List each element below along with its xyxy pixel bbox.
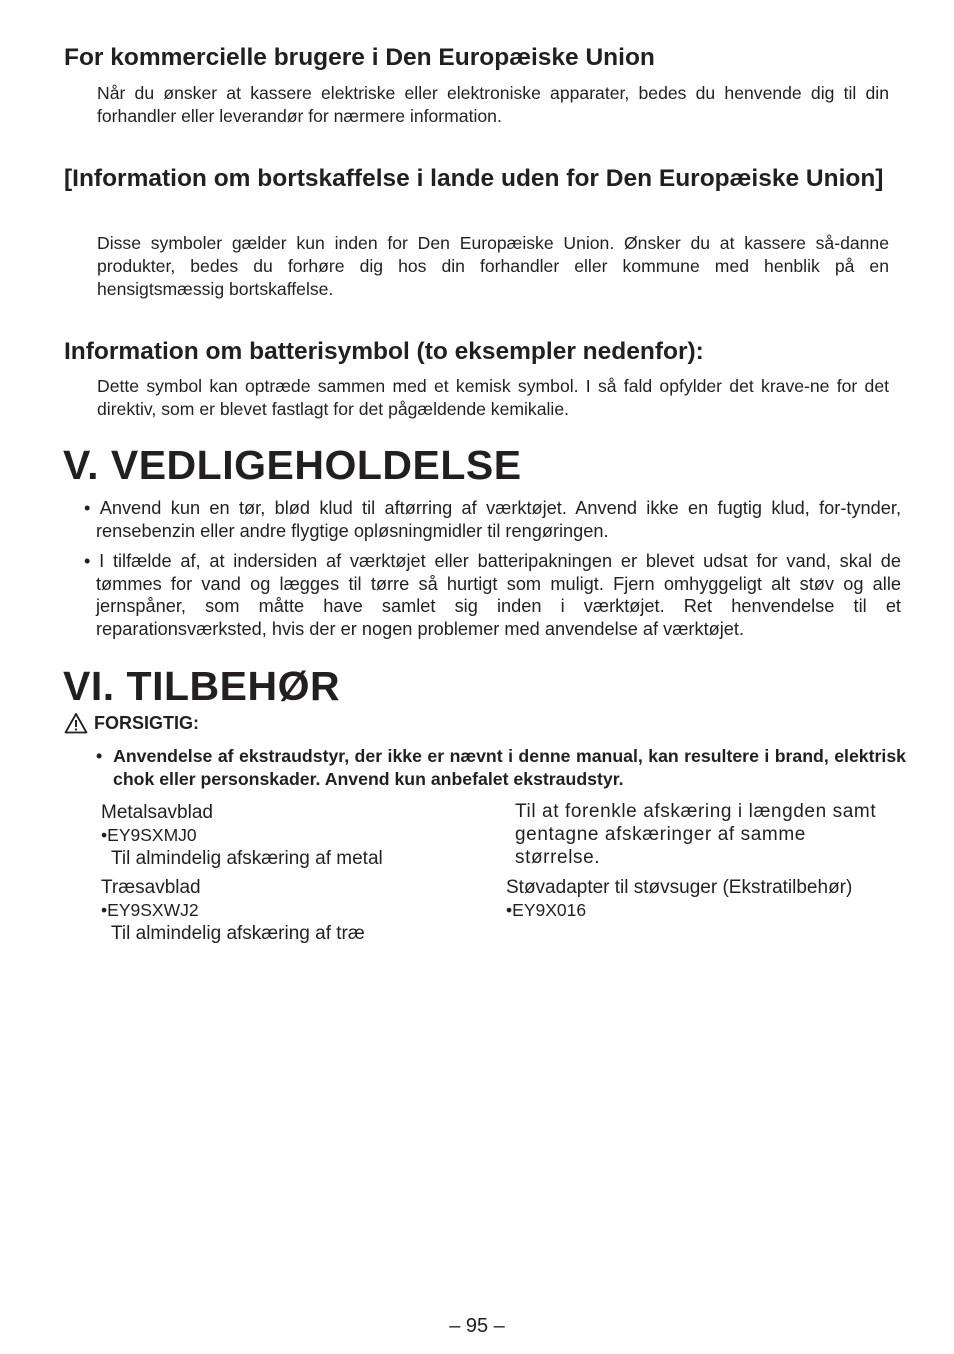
caution-text: Anvendelse af ekstraudstyr, der ikke er nævnt i denne manual, kan resultere i brand, elektrisk chok eller personskader. Anvend kun anbefalet ekstraudstyr. bbox=[113, 746, 906, 789]
caution-bullet: • Anvendelse af ekstraudstyr, der ikke er nævnt i denne manual, kan resultere i brand, elektrisk chok eller personskader. Anvend kun anbefalet ekstraudstyr. bbox=[96, 746, 906, 789]
battery-symbol-heading: Information om batterisymbol (to eksempler nedenfor): bbox=[64, 338, 704, 365]
non-eu-heading: [Information om bortskaffelse i lande uden for Den Europæiske Union] bbox=[64, 165, 884, 192]
battery-symbol-text: Dette symbol kan optræde sammen med et kemisk symbol. I så fald opfylder det krave-ne for det direktiv, som er blevet fastlagt for det pågældende kemikalie. bbox=[97, 376, 889, 419]
accessory-desc: Til almindelig afskæring af metal bbox=[111, 848, 383, 869]
accessory-name: Træsavblad bbox=[101, 877, 201, 898]
maintenance-bullet: • I tilfælde af, at indersiden af værktøjet eller batteripakningen er blevet udsat for vand, skal de tømmes for vand og lægges til tørre så hurtigt som muligt. Fjern omhyggeligt alt støv og alle jernspåner, som måtte have samlet sig inden i værktøjet. Ret henvendelse til et reparationsværksted, hvis der er nogen problemer med anvendelse af værktøjet. bbox=[84, 551, 901, 640]
accessory-code: EY9SXMJ0 bbox=[107, 825, 197, 845]
accessory-note: Til at forenkle afskæring i længden samt gentagne afskæringer af samme størrelse. bbox=[515, 801, 877, 868]
dust-adapter-code-row: •EY9X016 bbox=[506, 900, 587, 920]
eu-users-heading: For kommercielle brugere i Den Europæiske Union bbox=[64, 44, 655, 71]
maintenance-bullet: • Anvend kun en tør, blød klud til aftørring af værktøjet. Anvend ikke en fugtig klud, for-tynder, rensebenzin eller andre flygtige opløsningmidler til rengøringen. bbox=[84, 498, 902, 541]
eu-users-text: Når du ønsker at kassere elektriske eller elektroniske apparater, bedes du henvende dig til din forhandler eller leverandør for nærmere information. bbox=[97, 83, 889, 126]
accessory-code-row: •EY9SXWJ2 bbox=[101, 900, 199, 920]
non-eu-text: Disse symboler gælder kun inden for Den Europæiske Union. Ønsker du at kassere så-danne produkter, bedes du forhøre dig hos din forhandler eller kommune med henblik på en hensigtsmæssig bortskaffelse. bbox=[97, 233, 889, 299]
accessory-code-row: •EY9SXMJ0 bbox=[101, 825, 197, 845]
accessory-item bbox=[101, 876, 365, 945]
warning-triangle-icon bbox=[64, 712, 88, 734]
accessory-name: Metalsavblad bbox=[101, 802, 213, 823]
maintenance-title: V. VEDLIGEHOLDELSE bbox=[63, 442, 522, 488]
accessory-code: EY9SXWJ2 bbox=[107, 900, 199, 920]
dust-adapter-item bbox=[506, 876, 852, 922]
page-number: – 95 – bbox=[449, 1315, 505, 1337]
accessory-desc: Til almindelig afskæring af træ bbox=[111, 923, 365, 944]
caution-label: FORSIGTIG: bbox=[94, 713, 199, 733]
caution-label-row bbox=[64, 711, 199, 735]
dust-adapter-name: Støvadapter til støvsuger (Ekstratilbehør) bbox=[506, 877, 853, 898]
maintenance-bullet-text: I tilfælde af, at indersiden af værktøjet eller batteripakningen er blevet udsat for vand, skal de tømmes for vand og lægges til tørre så hurtigt som muligt. Fjern omhyggeligt alt støv og alle jernspåner, som måtte have samlet sig inden i værktøjet. Ret henvendelse til et reparationsværksted, hvis der er nogen problemer med anvendelse af værktøjet. bbox=[96, 551, 901, 640]
maintenance-bullet-text: Anvend kun en tør, blød klud til aftørring af værktøjet. Anvend ikke en fugtig klud, for-tynder, rensebenzin eller andre flygtige opløsningmidler til rengøringen. bbox=[96, 498, 902, 541]
dust-adapter-code: EY9X016 bbox=[512, 900, 587, 920]
accessories-title: VI. TILBEHØR bbox=[63, 663, 341, 709]
accessory-item bbox=[101, 801, 383, 870]
